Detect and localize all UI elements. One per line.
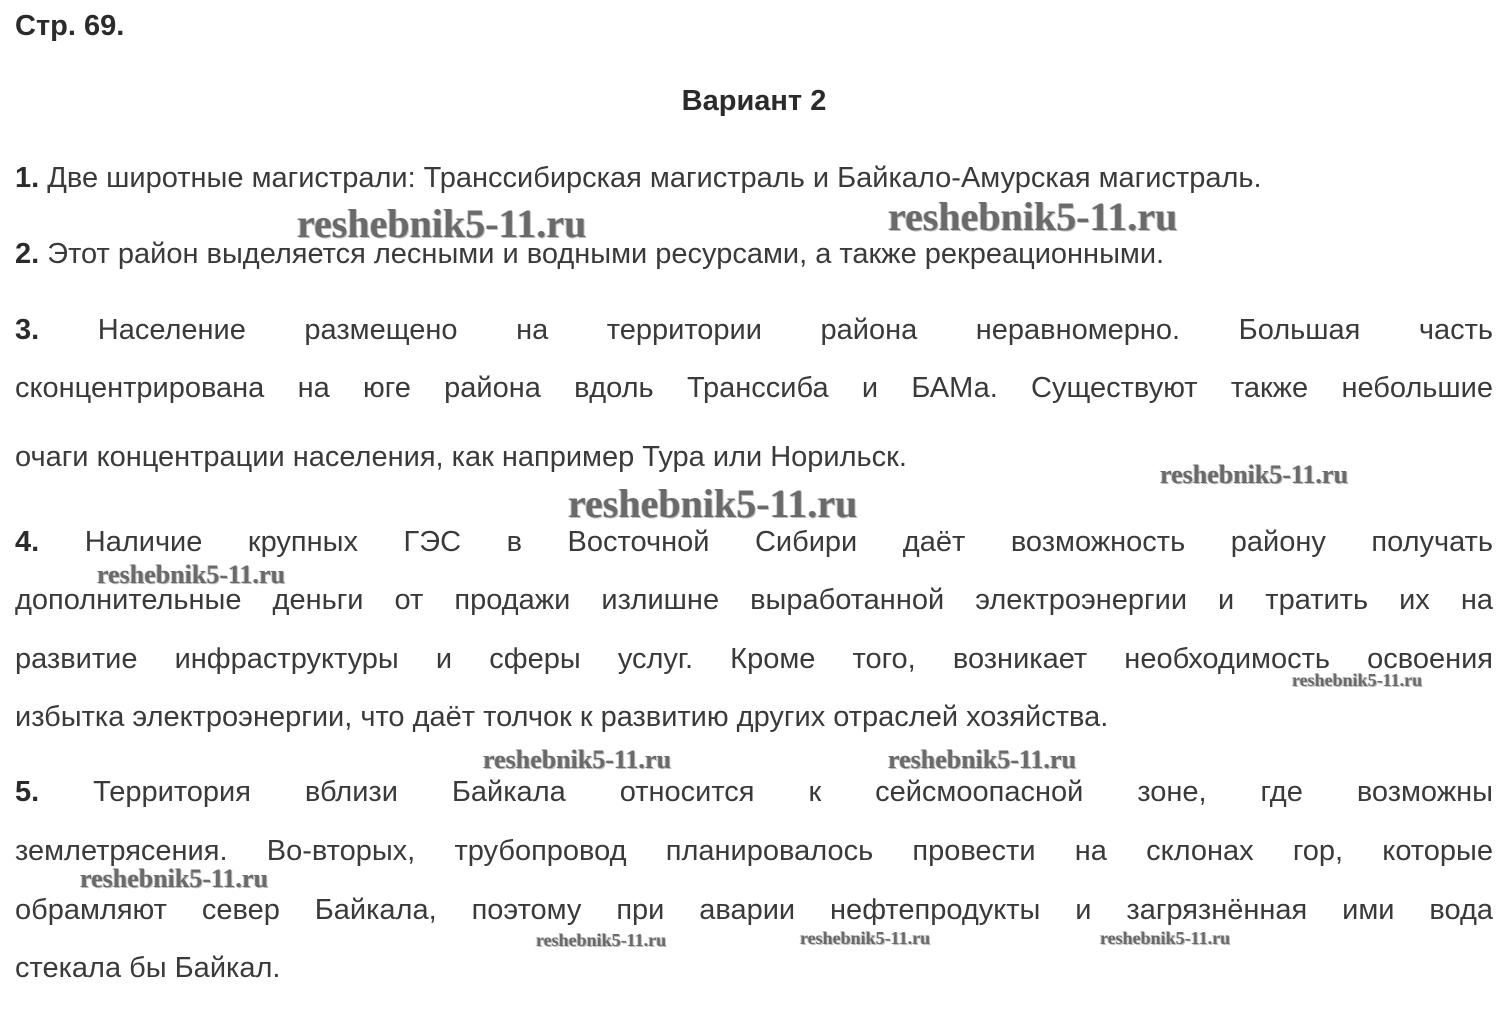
answer-5-line-3: обрамляют север Байкала, поэтому при аварии нефтепродукты и загрязнённая ими вода xyxy=(15,894,1493,926)
answer-2-text: Этот район выделяется лесными и водными ресурсами, а также рекреационными. xyxy=(47,238,1165,270)
answer-3-line-2: сконцентрирована на юге района вдоль Транссиба и БАМа. Существуют также небольшие xyxy=(15,372,1493,404)
watermark: reshebnik5-11.ru xyxy=(1292,670,1423,690)
answer-4-line-1 xyxy=(15,526,1493,559)
answer-4-line-3: развитие инфраструктуры и сферы услуг. Кроме того, возникает необходимость освоения xyxy=(15,643,1493,675)
answer-1-line-1 xyxy=(15,162,1493,195)
answer-3-text-1: Население размещено на территории района неравномерно. Большая часть xyxy=(97,314,1493,346)
watermark: reshebnik5-11.ru xyxy=(800,928,931,948)
watermark: reshebnik5-11.ru xyxy=(888,194,1178,239)
watermark: reshebnik5-11.ru xyxy=(297,201,587,246)
answer-4-line-4: избытка электроэнергии, что даёт толчок к развитию других отраслей хозяйства. xyxy=(15,701,1109,733)
answer-3-number: 3. xyxy=(15,314,40,346)
answer-4-text-1: Наличие крупных ГЭС в Восточной Сибири даёт возможность району получать xyxy=(84,526,1493,558)
answer-3-line-1 xyxy=(15,314,1493,347)
watermark: reshebnik5-11.ru xyxy=(483,745,672,774)
answer-1-number: 1. xyxy=(15,162,40,194)
answer-5-line-1 xyxy=(15,776,1493,809)
answer-4-line-2: дополнительные деньги от продажи излишне выработанной электроэнергии и тратить их на xyxy=(15,584,1493,616)
watermark: reshebnik5-11.ru xyxy=(1160,460,1349,489)
answer-4-number: 4. xyxy=(15,526,40,558)
watermark: reshebnik5-11.ru xyxy=(568,481,858,526)
watermark: reshebnik5-11.ru xyxy=(1100,928,1231,948)
answer-5-line-4: стекала бы Байкал. xyxy=(15,952,281,984)
answer-5-line-2: землетрясения. Во-вторых, трубопровод планировалось провести на склонах гор, которые xyxy=(15,835,1493,867)
answer-5-number: 5. xyxy=(15,776,40,808)
answer-5-text-1: Территория вблизи Байкала относится к сейсмоопасной зоне, где возможны xyxy=(93,776,1493,808)
watermark: reshebnik5-11.ru xyxy=(536,930,667,950)
variant-title: Вариант 2 xyxy=(681,85,827,117)
answer-2-number: 2. xyxy=(15,238,40,270)
watermark: reshebnik5-11.ru xyxy=(888,745,1077,774)
answer-1-text: Две широтные магистрали: Транссибирская магистраль и Байкало-Амурская магистраль. xyxy=(47,162,1262,194)
watermark: reshebnik5-11.ru xyxy=(80,864,269,893)
page-number-label: Стр. 69. xyxy=(15,10,125,42)
watermark: reshebnik5-11.ru xyxy=(97,560,286,589)
answer-2-line-1 xyxy=(15,238,1493,271)
answer-3-line-3: очаги концентрации населения, как например Тура или Норильск. xyxy=(15,441,907,473)
